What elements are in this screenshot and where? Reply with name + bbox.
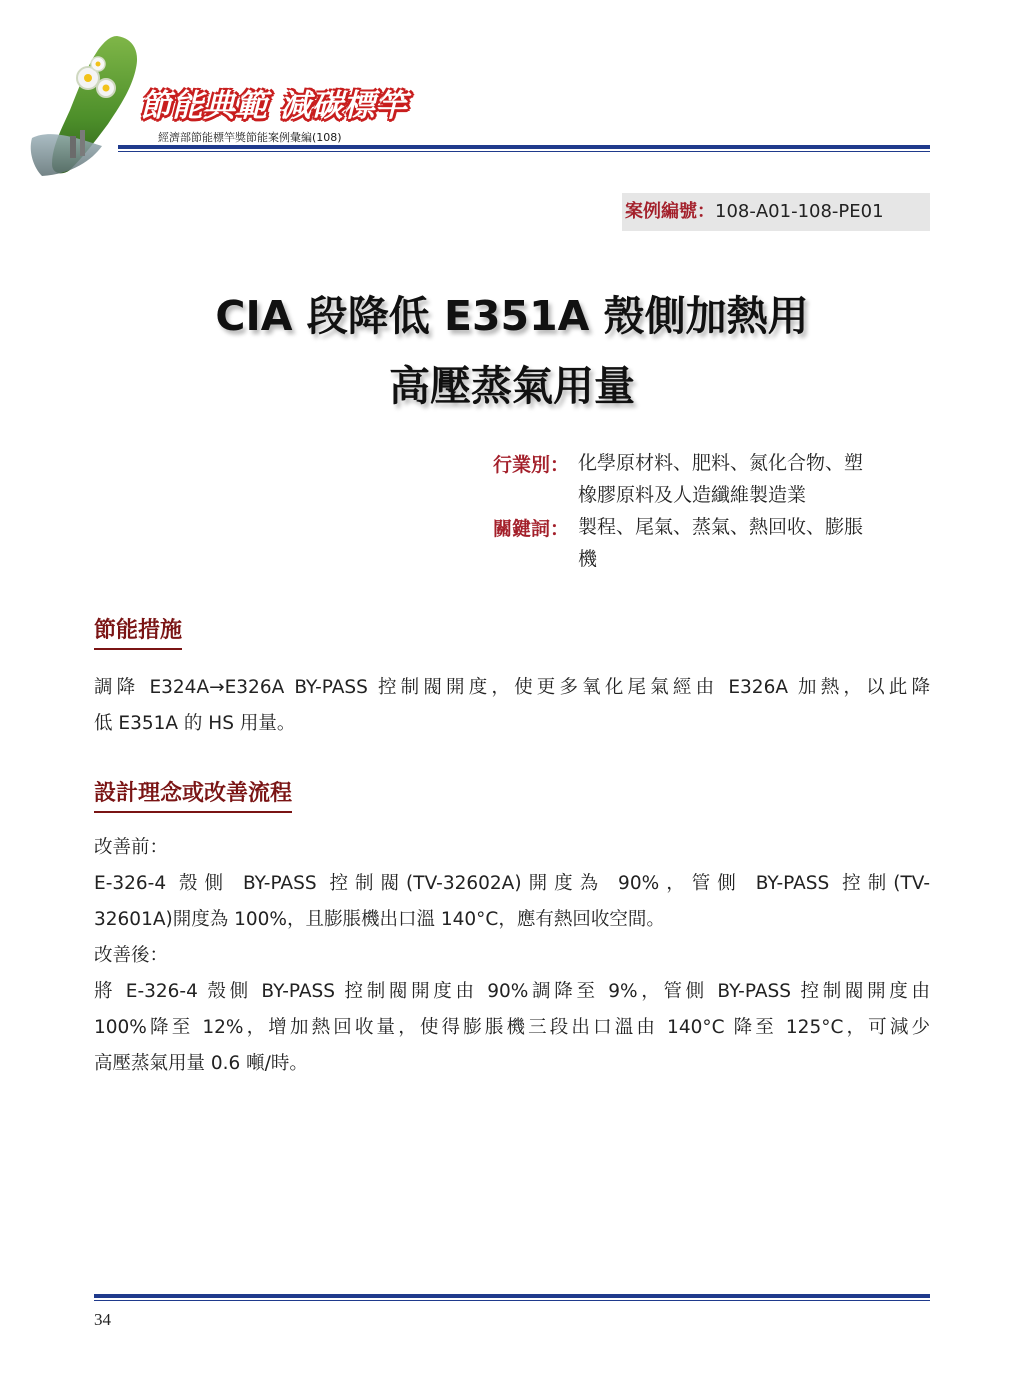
document-title-line-2: 高壓蒸氣用量 — [389, 362, 635, 410]
paragraph-line: 低 E351A 的 HS 用量。 — [94, 713, 296, 734]
brand-title: 節能典範 減碳標竿 — [140, 88, 408, 124]
footer-divider-thin — [94, 1300, 930, 1301]
keywords-label: 關鍵詞： — [493, 518, 570, 540]
design-section-body — [94, 830, 930, 1082]
paragraph-line: 32601A)開度為 100%，且膨脹機出口溫 140°C，應有熱回收空間。 — [94, 909, 665, 930]
case-number-label: 案例編號： — [625, 201, 715, 222]
industry-value — [578, 447, 923, 511]
industry-label: 行業別： — [493, 454, 570, 476]
keywords-value-line: 機 — [578, 548, 598, 570]
taiwan-island-logo-icon — [22, 28, 152, 178]
case-number-value: 108-A01-108-PE01 — [715, 201, 884, 222]
paragraph-line: 調降 E324A→E326A BY-PASS 控制閥開度，使更多氧化尾氣經由 E326A 加熱，以此降 — [94, 677, 930, 698]
paragraph-line: 改善後： — [94, 945, 169, 966]
case-number-box — [622, 193, 930, 231]
keywords-value — [578, 511, 923, 575]
measures-section-body — [94, 670, 930, 742]
industry-value-line: 化學原材料、肥料、氮化合物、塑 — [578, 452, 864, 474]
measures-section-heading: 節能措施 — [94, 613, 182, 650]
footer-divider — [94, 1294, 930, 1298]
paragraph-line: E-326-4 殼側 BY-PASS 控制閥(TV-32602A)開度為 90%，管側 BY-PASS 控制(TV- — [94, 873, 930, 894]
brand-subtitle: 經濟部節能標竿獎節能案例彙編(108) — [158, 131, 342, 144]
paragraph-line: 改善前： — [94, 837, 169, 858]
header-divider — [118, 145, 930, 149]
page-number: 34 — [94, 1310, 111, 1329]
keywords-value-line: 製程、尾氣、蒸氣、熱回收、膨脹 — [578, 516, 864, 538]
paragraph-line: 100%降至 12%，增加熱回收量，使得膨脹機三段出口溫由 140°C 降至 125°C，可減少 — [94, 1017, 930, 1038]
document-title-line-1: CIA 段降低 E351A 殼側加熱用 — [215, 292, 809, 340]
paragraph-line: 將 E-326-4 殼側 BY-PASS 控制閥開度由 90%調降至 9%，管側 BY-PASS 控制閥開度由 — [94, 981, 930, 1002]
design-section-heading: 設計理念或改善流程 — [94, 776, 292, 813]
header-divider-thin — [118, 151, 930, 152]
industry-value-line: 橡膠原料及人造纖維製造業 — [578, 484, 807, 506]
paragraph-line: 高壓蒸氣用量 0.6 噸/時。 — [94, 1053, 308, 1074]
